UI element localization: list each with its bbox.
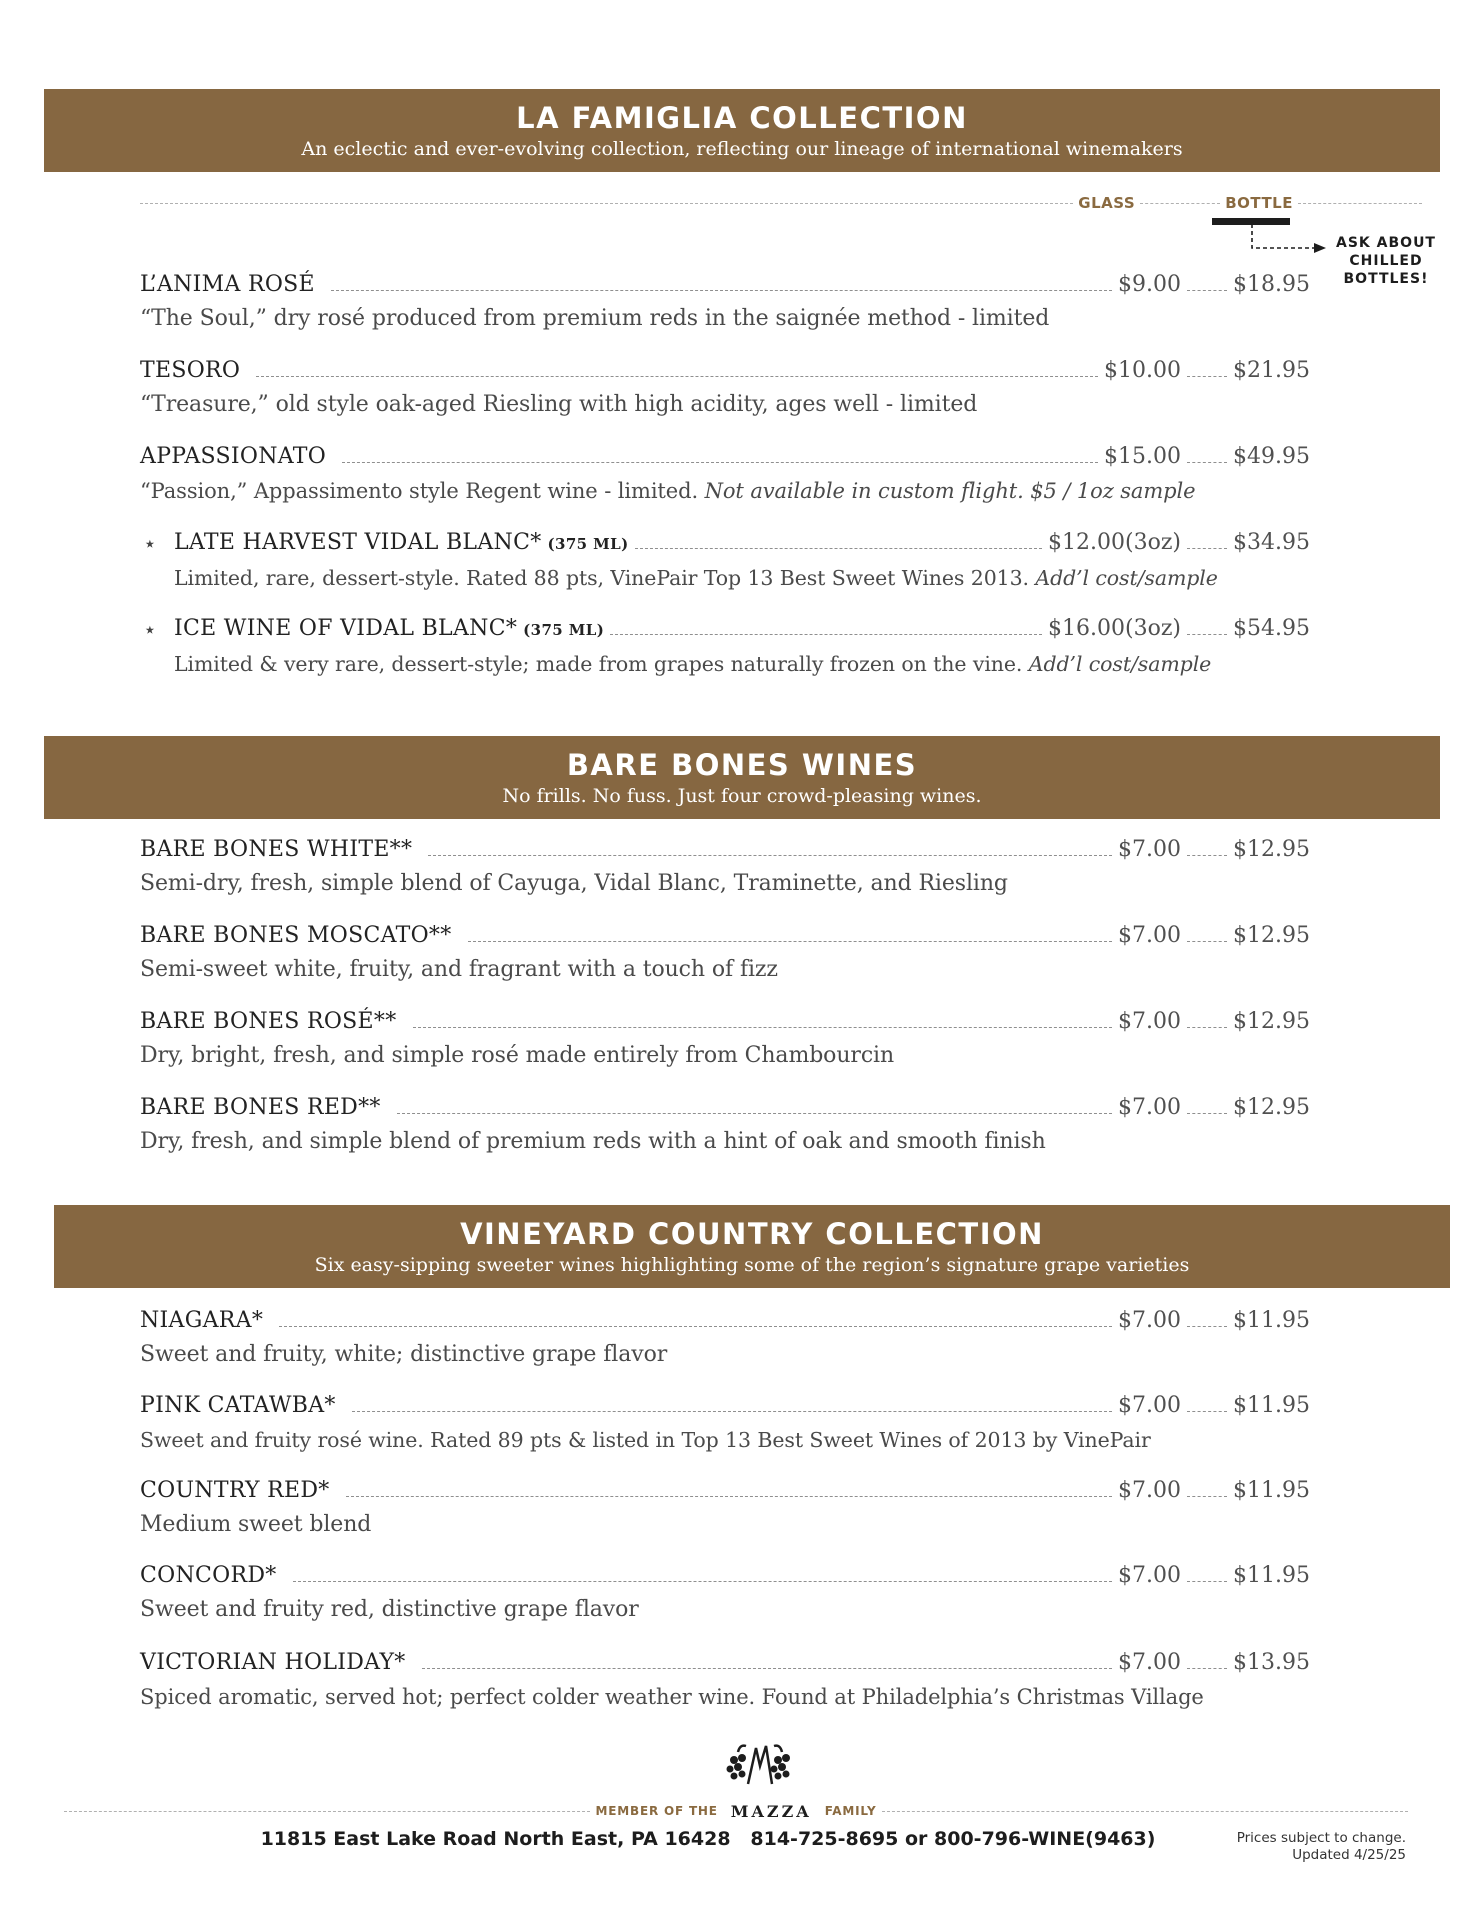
star-icon: ⋆: [143, 532, 157, 557]
wine-description: [140, 869, 1310, 899]
leader-dots: [422, 1668, 1112, 1669]
section-subtitle: Six easy-sipping sweeter wines highlighting some of the region’s signature grape varieties: [314, 1254, 1190, 1276]
glass-price: $7.00: [1118, 1095, 1182, 1120]
leader-dots: [1187, 634, 1227, 635]
column-header-row: [140, 191, 1422, 215]
glass-price: $10.00: [1104, 358, 1182, 383]
bottle-price: $12.95: [1233, 1095, 1310, 1120]
leader-dots: [428, 855, 1112, 856]
wine-volume: (375 ML): [547, 535, 629, 553]
wine-description: [140, 1682, 1310, 1712]
note-line: BOTTLES!: [1343, 271, 1429, 287]
section-subtitle: An eclectic and ever-evolving collection, reflecting our lineage of international winemakers: [301, 138, 1183, 160]
brand-name: MAZZA: [730, 1801, 812, 1821]
glass-price: $7.00: [1118, 1308, 1182, 1333]
chilled-bottles-note: [1326, 234, 1446, 288]
bottle-price: $11.95: [1233, 1393, 1310, 1418]
wine-name: BARE BONES MOSCATO**: [140, 923, 452, 948]
leader-dots: [1187, 1411, 1227, 1412]
glass-price: $12.00(3oz): [1048, 530, 1182, 555]
leader-dots: [1187, 462, 1227, 463]
wine-description: [140, 390, 1310, 420]
leader-dots: [1187, 1581, 1227, 1582]
glass-price: $7.00: [1118, 1563, 1182, 1588]
leader-dots: [1187, 1326, 1227, 1327]
wine-name: PINK CATAWBA*: [140, 1393, 336, 1418]
section-banner-vineyard-country: [54, 1205, 1450, 1288]
member-line: [64, 1799, 1408, 1823]
note-line: CHILLED: [1349, 253, 1423, 269]
bottle-price: $11.95: [1233, 1478, 1310, 1503]
note-line: Updated 4/25/25: [1292, 1847, 1406, 1863]
bottle-price: $12.95: [1233, 837, 1310, 862]
leader-dots: [1187, 1113, 1227, 1114]
member-suffix: FAMILY: [824, 1804, 877, 1818]
menu-item: [140, 1561, 1310, 1625]
leader-dots: [1187, 1027, 1227, 1028]
desc-text: “The Soul,” dry rosé produced from premium reds in the saignée method - limited: [140, 306, 1050, 331]
bottle-price: $18.95: [1233, 272, 1310, 297]
section-banner-la-famiglia: [44, 89, 1440, 172]
leader-dots: [1187, 290, 1227, 291]
menu-item: [140, 1306, 1310, 1370]
wine-name: COUNTRY RED*: [140, 1478, 330, 1503]
wine-description: [140, 1127, 1310, 1157]
desc-text: Sweet and fruity red, distinctive grape flavor: [140, 1597, 639, 1622]
section-title: LA FAMIGLIA COLLECTION: [516, 101, 968, 135]
bottle-column-label: BOTTLE: [1225, 194, 1293, 212]
wine-description: [140, 1041, 1310, 1071]
glass-price: $15.00: [1104, 444, 1182, 469]
divider: [882, 1811, 1408, 1812]
divider: [1140, 203, 1220, 204]
leader-dots: [1187, 1496, 1227, 1497]
menu-item: [140, 1007, 1310, 1071]
leader-dots: [256, 376, 1098, 377]
menu-item: [140, 835, 1310, 899]
note-line: ASK ABOUT: [1336, 235, 1436, 251]
menu-item: [140, 270, 1310, 334]
leader-dots: [293, 1581, 1112, 1582]
leader-dots: [413, 1027, 1113, 1028]
menu-item: [174, 528, 1310, 593]
desc-text: Medium sweet blend: [140, 1512, 372, 1537]
wine-description: [140, 1595, 1310, 1625]
leader-dots: [1187, 548, 1227, 549]
wine-description: [174, 563, 1310, 593]
star-icon: ⋆: [143, 618, 157, 643]
bottle-price: $11.95: [1233, 1308, 1310, 1333]
glass-column-label: GLASS: [1078, 194, 1136, 212]
bottle-price: $54.95: [1233, 616, 1310, 641]
wine-name: BARE BONES WHITE**: [140, 837, 413, 862]
section-subtitle: No frills. No fuss. Just four crowd-pleasing wines.: [502, 785, 982, 807]
leader-dots: [1187, 1668, 1227, 1669]
bottle-price: $11.95: [1233, 1563, 1310, 1588]
divider: [140, 203, 1073, 204]
note-line: Prices subject to change.: [1236, 1830, 1406, 1846]
wine-name: ICE WINE OF VIDAL BLANC*: [174, 616, 518, 641]
glass-price: $7.00: [1118, 1393, 1182, 1418]
bottle-price: $34.95: [1233, 530, 1310, 555]
desc-italic: Not available in custom flight. $5 / 1oz sample: [704, 479, 1196, 503]
bottle-price: $12.95: [1233, 1009, 1310, 1034]
desc-text: Semi-sweet white, fruity, and fragrant with a touch of fizz: [140, 957, 778, 982]
wine-description: [140, 1340, 1310, 1370]
wine-description: [140, 1510, 1310, 1540]
member-prefix: MEMBER OF THE: [595, 1804, 718, 1818]
desc-text: Dry, bright, fresh, and simple rosé made entirely from Chambourcin: [140, 1043, 895, 1068]
bottle-price: $13.95: [1233, 1650, 1310, 1675]
leader-dots: [331, 290, 1112, 291]
glass-price: $7.00: [1118, 1009, 1182, 1034]
menu-item: [140, 442, 1310, 506]
leader-dots: [1187, 376, 1227, 377]
wine-description: [140, 955, 1310, 985]
leader-dots: [346, 1496, 1112, 1497]
prices-note: [1180, 1830, 1406, 1864]
leader-dots: [352, 1411, 1112, 1412]
wine-name: L’ANIMA ROSÉ: [140, 272, 315, 297]
menu-item: [140, 1391, 1310, 1455]
desc-text: Spiced aromatic, served hot; perfect colder weather wine. Found at Philadelphia’s Christmas Village: [140, 1685, 1204, 1709]
wine-name: VICTORIAN HOLIDAY*: [140, 1650, 406, 1675]
glass-price: $7.00: [1118, 923, 1182, 948]
menu-item: [140, 921, 1310, 985]
leader-dots: [397, 1113, 1112, 1114]
wine-description: [174, 649, 1310, 679]
wine-name: APPASSIONATO: [140, 444, 327, 469]
menu-item: [140, 356, 1310, 420]
leader-dots: [635, 548, 1042, 549]
section-title: BARE BONES WINES: [566, 748, 918, 782]
address-line: 11815 East Lake Road North East, PA 16428 814-725-8695 or 800-796-WINE(9463): [260, 1828, 1156, 1850]
wine-name: TESORO: [140, 358, 241, 383]
menu-item: [140, 1476, 1310, 1540]
wine-name: LATE HARVEST VIDAL BLANC*: [174, 530, 542, 555]
wine-volume: (375 ML): [523, 621, 605, 639]
glass-price: $7.00: [1118, 837, 1182, 862]
glass-price: $16.00(3oz): [1048, 616, 1182, 641]
wine-name: BARE BONES ROSÉ**: [140, 1009, 397, 1034]
divider: [64, 1811, 590, 1812]
wine-name: CONCORD*: [140, 1563, 277, 1588]
bottle-price: $49.95: [1233, 444, 1310, 469]
glass-price: $7.00: [1118, 1478, 1182, 1503]
wine-name: BARE BONES RED**: [140, 1095, 381, 1120]
leader-dots: [279, 1326, 1112, 1327]
desc-text: Sweet and fruity, white; distinctive grape flavor: [140, 1342, 668, 1367]
desc-italic: Add’l cost/sample: [1028, 652, 1212, 676]
menu-item: [140, 1093, 1310, 1157]
desc-text: Semi-dry, fresh, simple blend of Cayuga, Vidal Blanc, Traminette, and Riesling: [140, 871, 1008, 896]
glass-price: $9.00: [1118, 272, 1182, 297]
desc-text: Dry, fresh, and simple blend of premium reds with a hint of oak and smooth finish: [140, 1129, 1046, 1154]
desc-italic: Add’l cost/sample: [1035, 566, 1218, 590]
glass-price: $7.00: [1118, 1650, 1182, 1675]
arrow-right-icon: [1248, 224, 1328, 254]
wine-name: NIAGARA*: [140, 1308, 264, 1333]
leader-dots: [342, 462, 1098, 463]
section-title: VINEYARD COUNTRY COLLECTION: [460, 1217, 1044, 1251]
divider: [1298, 203, 1422, 204]
bottle-price: $21.95: [1233, 358, 1310, 383]
leader-dots: [1187, 855, 1227, 856]
desc-text: Sweet and fruity rosé wine. Rated 89 pts & listed in Top 13 Best Sweet Wines of 2013 by VinePair: [140, 1428, 1151, 1452]
wine-description: [140, 1425, 1310, 1455]
wine-description: [140, 304, 1310, 334]
desc-text: Limited, rare, dessert-style. Rated 88 pts, VinePair Top 13 Best Sweet Wines 2013.: [174, 566, 1036, 590]
grape-logo-icon: [720, 1740, 800, 1798]
wine-description: [140, 476, 1310, 506]
menu-item: [174, 614, 1310, 679]
bottle-price: $12.95: [1233, 923, 1310, 948]
menu-item: [140, 1648, 1310, 1712]
desc-text: “Treasure,” old style oak-aged Riesling with high acidity, ages well - limited: [140, 392, 978, 417]
leader-dots: [610, 634, 1042, 635]
desc-text: “Passion,” Appassimento style Regent wine - limited.: [140, 479, 705, 503]
desc-text: Limited & very rare, dessert-style; made from grapes naturally frozen on the vine.: [174, 652, 1029, 676]
section-banner-bare-bones: [44, 736, 1440, 819]
leader-dots: [468, 941, 1113, 942]
leader-dots: [1187, 941, 1227, 942]
